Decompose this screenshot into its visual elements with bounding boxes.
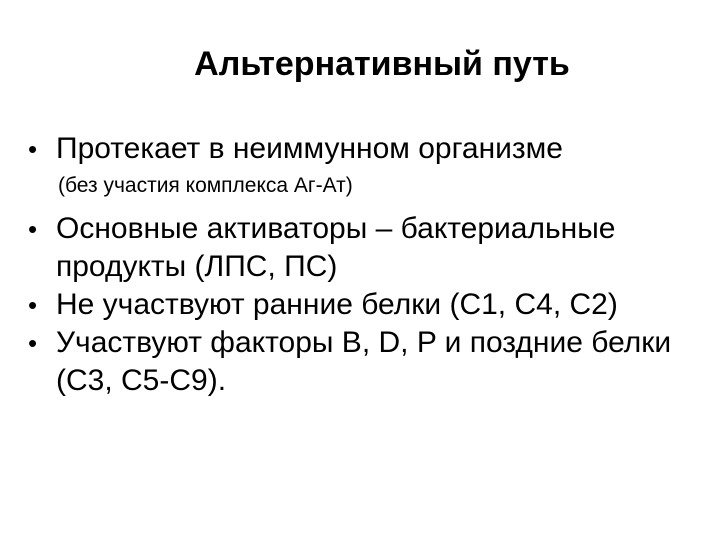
slide-title: Альтернативный путь (194, 45, 570, 83)
bullet-dot-icon: • (28, 328, 38, 358)
bullet-dot-icon: • (28, 214, 38, 244)
bullet-item (28, 210, 708, 286)
bullet-item (28, 324, 708, 400)
bullet-text: Не участвуют ранние белки (С1, С4, С2) (56, 288, 618, 321)
bullet-item (28, 286, 708, 324)
bullet-dot-icon: • (28, 290, 38, 320)
bullet-text: Участвуют факторы В, D, P и поздние белки (С3, С5-С9). (56, 326, 672, 397)
bullet-text: Протекает в неиммунном организме (56, 132, 563, 165)
bullet-subtext: (без участия комплекса Аг-Ат) (58, 174, 353, 197)
bullet-dot-icon: • (28, 134, 38, 164)
bullet-text: Основные активаторы – бактериальные продукты (ЛПС, ПС) (56, 212, 616, 283)
bullet-item (28, 130, 708, 200)
bullet-list (28, 130, 708, 400)
